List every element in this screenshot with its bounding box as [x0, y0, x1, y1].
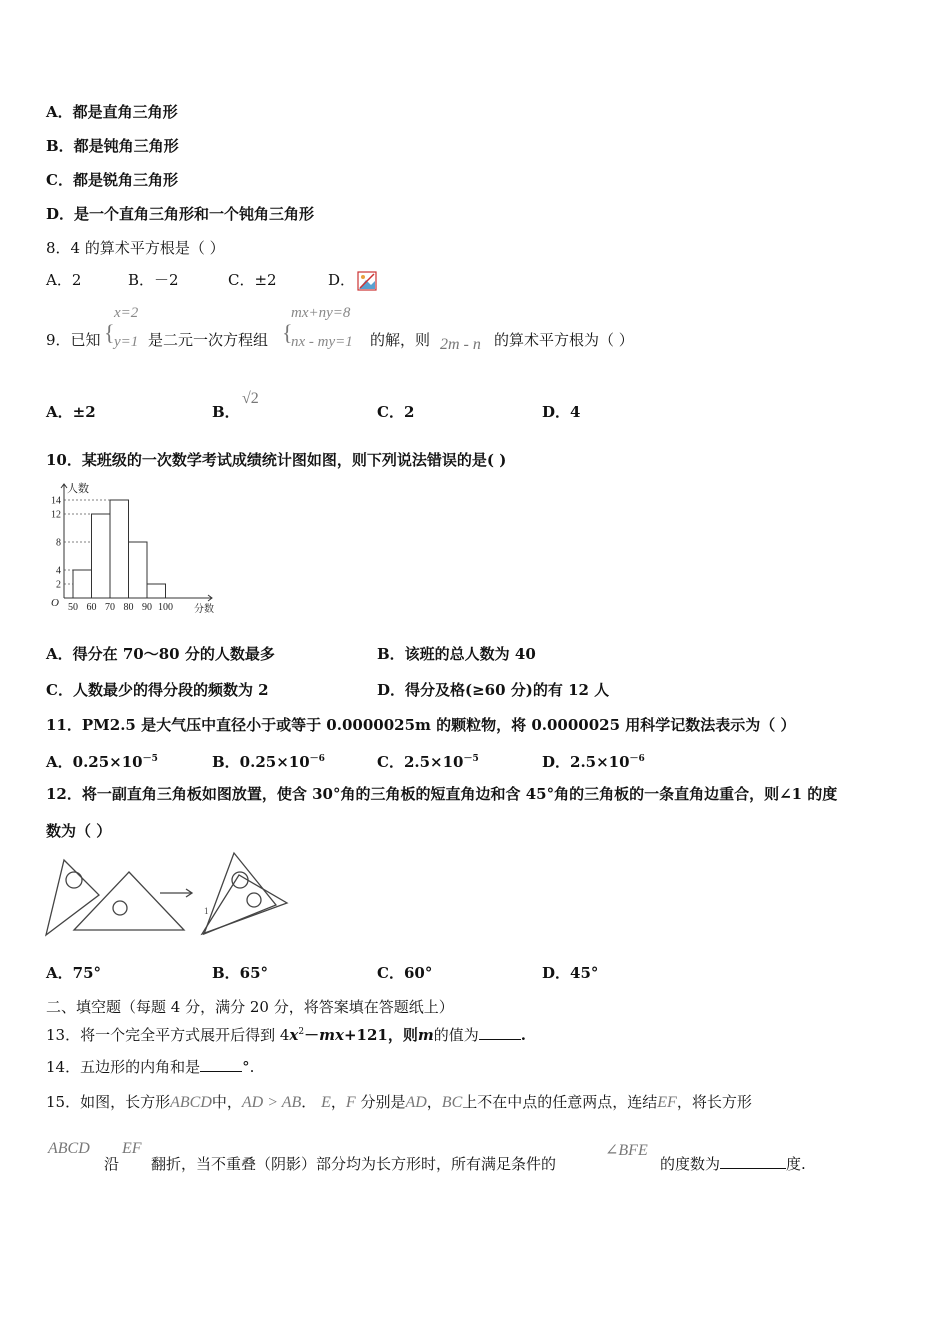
- q12-option-d: D．45°: [542, 964, 599, 982]
- q15-ef2: EF: [122, 1140, 142, 1157]
- q14-end: °.: [242, 1058, 255, 1076]
- y-tick-label-8: 8: [56, 537, 61, 549]
- origin-label: O: [51, 597, 59, 609]
- q13-answer-blank[interactable]: [479, 1025, 521, 1040]
- q15-cond: AD > AB: [241, 1094, 302, 1111]
- histogram-bar-60-70: [92, 514, 111, 598]
- q12-stem-line2: 数为（ ）: [46, 822, 112, 840]
- q11-option-a-exp: －5: [142, 754, 158, 764]
- y-tick-label-12: 12: [51, 509, 61, 521]
- q10-option-c: C．人数最少的得分段的频数为 2: [46, 681, 269, 699]
- q11-option-c-base: C．2.5×10: [377, 753, 464, 771]
- q13-mx: mx: [319, 1026, 344, 1044]
- q15-answer-blank[interactable]: [720, 1154, 786, 1169]
- q7-option-c: C．都是锐角三角形: [46, 171, 178, 189]
- q11-option-b-exp: －6: [309, 754, 325, 764]
- q13-exp: 2: [298, 1027, 305, 1037]
- q15-abcd2: ABCD: [48, 1140, 90, 1157]
- triangle-rulers-figure: [44, 850, 294, 940]
- q13-part3: +121，则: [343, 1026, 418, 1044]
- q11-option-d-base: D．2.5×10: [542, 753, 630, 771]
- q15-l2-c-line: [660, 1154, 806, 1174]
- q15-comma2: ，: [426, 1093, 442, 1111]
- q11-option-c-exp: －5: [463, 754, 479, 764]
- q9-suffix: 的算术平方根为（ ）: [494, 331, 634, 349]
- x-tick-label-90: 90: [142, 602, 152, 613]
- q9-sys1-bottom: y=1: [114, 334, 139, 350]
- q12-option-c: C．60°: [377, 964, 433, 982]
- q13-end: .: [520, 1026, 526, 1044]
- q8-stem: 8．4 的算术平方根是（ ）: [46, 239, 225, 257]
- q9-expr: 2m - n: [440, 336, 481, 353]
- histogram-bar-80-90: [129, 542, 148, 598]
- q9-prefix: 9．已知: [46, 331, 101, 349]
- q8-option-d-label: D．: [328, 271, 356, 289]
- q10-option-b: B．该班的总人数为 40: [377, 645, 536, 663]
- q12-option-a: A．75°: [46, 964, 102, 982]
- q8-option-d: [328, 270, 377, 291]
- q8-option-a: A．2: [46, 271, 82, 289]
- q11-stem: 11．PM2.5 是大气压中直径小于或等于 0.0000025m 的颗粒物，将 0.0000025 用科学记数法表示为（ ）: [46, 716, 796, 734]
- q7-option-a: A．都是直角三角形: [46, 103, 178, 121]
- y-tick-label-2: 2: [56, 579, 61, 591]
- q9-sys2-bottom: nx - my=1: [291, 334, 353, 350]
- q7-option-b: B．都是钝角三角形: [46, 137, 179, 155]
- y-tick-label-14: 14: [51, 495, 61, 507]
- q11-option-d: [542, 749, 645, 772]
- q9-option-c: C．2: [377, 403, 415, 421]
- q15-comma: ，: [330, 1093, 346, 1111]
- x-tick-label-100: 100: [158, 602, 173, 613]
- q13-text: [46, 1022, 526, 1045]
- q9-option-b-math: √2: [242, 390, 259, 407]
- q11-option-b-base: B．0.25×10: [212, 753, 310, 771]
- histogram-chart: [44, 480, 219, 615]
- q15-l1-c: 分别是: [360, 1093, 406, 1111]
- q15-l1-e: ，将长方形: [676, 1093, 752, 1111]
- q11-option-c: [377, 749, 479, 772]
- q15-l2-c: 的度数为: [660, 1155, 721, 1173]
- q13-m: m: [417, 1026, 434, 1044]
- histogram-bar-50-60: [73, 570, 92, 598]
- q8-option-b: B．－2: [128, 271, 179, 289]
- q7-option-d: D．是一个直角三角形和一个钝角三角形: [46, 205, 315, 223]
- y-tick-label-4: 4: [56, 565, 61, 577]
- q12-stem-line1: 12．将一副直角三角板如图放置，使含 30°角的三角板的短直角边和含 45°角的三角板的一条直角边重合，则∠1 的度: [46, 785, 838, 803]
- q12-angle-label: 1: [204, 906, 209, 916]
- q11-option-b: [212, 749, 325, 772]
- q9-after: 的解，则: [370, 331, 431, 349]
- broken-image-icon: [357, 271, 377, 291]
- q15-l2-b: 翻折，当不重叠（阴影）部分均为长方形时，所有满足条件的: [151, 1155, 557, 1173]
- q9-brace-1: {: [104, 320, 115, 345]
- q15-l1-b: 中，: [211, 1093, 242, 1111]
- histogram-bar-70-80: [110, 500, 129, 598]
- q8-option-c: C．±2: [228, 271, 277, 289]
- x-tick-label-50: 50: [68, 602, 78, 613]
- q15-e: E: [321, 1094, 331, 1111]
- q14-answer-blank[interactable]: [200, 1057, 242, 1072]
- q10-stem: 10．某班级的一次数学考试成绩统计图如图，则下列说法错误的是( ): [46, 451, 507, 469]
- q14-part1: 14．五边形的内角和是: [46, 1058, 201, 1076]
- x-tick-label-60: 60: [86, 602, 97, 613]
- q15-abcd: ABCD: [170, 1094, 212, 1111]
- q13-part1: 13．将一个完全平方式展开后得到 4: [46, 1026, 290, 1044]
- q15-ad: AD: [405, 1094, 427, 1111]
- q9-option-b: B．: [212, 403, 240, 421]
- q9-option-d: D．4: [542, 403, 581, 421]
- q9-stem: [46, 330, 101, 350]
- q15-l1-a: 15．如图，长方形: [46, 1093, 171, 1111]
- q13-part2: －: [304, 1026, 320, 1044]
- q9-brace-2: {: [282, 320, 293, 345]
- q15-l2-a: 沿: [104, 1155, 120, 1173]
- q15-l2-d: 度.: [786, 1155, 806, 1173]
- y-axis-label: 人数: [67, 482, 89, 495]
- q9-sys2-top: mx+ny=8: [291, 305, 351, 321]
- q9-option-a: A．±2: [46, 403, 96, 421]
- x-tick-label-80: 80: [123, 602, 134, 613]
- q15-ef: EF: [657, 1094, 677, 1111]
- q15-angle: ∠BFE: [605, 1142, 648, 1159]
- q13-part4: 的值为: [433, 1026, 479, 1044]
- q15-l1-d: 上不在中点的任意两点，连结: [462, 1093, 658, 1111]
- q11-option-d-exp: －6: [629, 754, 645, 764]
- histogram-bar-90-100: [147, 584, 166, 598]
- q15-line1: [46, 1092, 752, 1113]
- q11-option-a: [46, 749, 158, 772]
- q15-dot: ．: [301, 1093, 317, 1111]
- q9-sys1-top: x=2: [114, 305, 139, 321]
- q13-x: x: [289, 1026, 299, 1044]
- q10-option-a: A．得分在 70～80 分的人数最多: [46, 645, 275, 663]
- q15-f: F: [345, 1094, 356, 1111]
- x-tick-label-70: 70: [105, 602, 115, 613]
- q15-bc: BC: [441, 1094, 463, 1111]
- q12-option-b: B．65°: [212, 964, 269, 982]
- q14-text: [46, 1057, 254, 1077]
- section2-title: 二、填空题（每题 4 分，满分 20 分，将答案填在答题纸上）: [46, 998, 454, 1016]
- q9-middle: 是二元一次方程组: [148, 331, 269, 349]
- q11-option-a-base: A．0.25×10: [46, 753, 143, 771]
- x-axis-label: 分数: [194, 604, 214, 615]
- q10-option-d: D．得分及格(≥60 分)的有 12 人: [377, 681, 610, 699]
